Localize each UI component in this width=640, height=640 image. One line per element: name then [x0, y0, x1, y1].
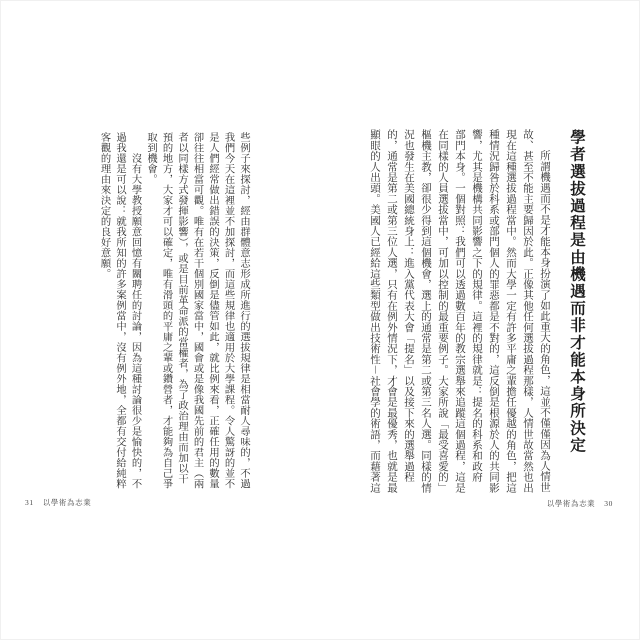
body-column: 是人們經常做出錯誤的決策，反倒是儘管如此，就比例來看，正確任用的數量: [207, 132, 218, 489]
body-column: 取到機會。: [145, 132, 156, 185]
body-column: 的，通常是第二或第三位人選，只有在例外情況下，才會是最優秀，也就是最: [386, 129, 397, 493]
body-column: 況也發生在美國總統身上：進入黨代表大會「提名」以及接下來的選舉過程: [403, 129, 414, 483]
section-heading: 學者選拔過程是由機遇而非才能本身所決定: [568, 129, 585, 454]
body-column: 在同樣的人員選拔當中，可加以控制的最重要例子。大家所說「最受喜愛的」: [437, 129, 448, 493]
body-column: 樞機主教，卻很少得到這個機會，選上的通常是第二或第三名人選。同樣的情: [420, 129, 431, 493]
body-column: 些例子來探討，經由群體意志形成所進行的選拔規律是相當耐人尋味的，不過: [238, 132, 249, 489]
page-number: 30: [604, 499, 613, 508]
body-column: 我們今天在這裡並不加探討，而這些規律也適用於大學課程。令人驚訝的並不: [222, 132, 234, 489]
body-column: 故、甚至不能主要歸因於此。正像其他任何選拔過程那樣，人情世故當然也出: [522, 129, 533, 493]
running-title: 以學術為志業: [42, 498, 92, 507]
running-title: 以學術為志業: [546, 499, 596, 508]
body-column: 種情況歸咎於科系或部門個人的罪惡都是不對的，這反倒是根源於人的共同影: [488, 129, 499, 493]
page-footer-right: [547, 499, 613, 509]
body-column: 部門本身。一個對照：我們可以透過數百年的教宗選舉來追蹤這個過程，這是: [454, 129, 465, 493]
body-column: 過我還是可以說：就我所知的許多案例當中，沒有例外地，全都有交付給純粹: [114, 132, 125, 489]
body-column: 顯眼的人出頭。美國人已經給這些類型做出技術性－社會學的術語，而藉著這: [369, 129, 380, 493]
page-number: 31: [25, 498, 34, 507]
body-column: 客觀的理由來決定的良好意願。: [98, 132, 110, 279]
body-column: 所謂機遇而不是才能本身扮演了如此重大的角色，這並不僅僅因為人情世: [539, 150, 550, 493]
left-page-text-block: [96, 132, 251, 492]
body-column: 者以同樣方式發揮影響），或是目前革命派的當權者，為了政治理由而加以干: [176, 132, 187, 484]
body-column: 卻往往相當可觀。唯有在若干個別國家當中，國會或是像我國先前的君主（兩: [191, 132, 203, 489]
right-page-text-block: [366, 129, 589, 495]
body-column: 響，尤其是機構共同影響之下的規律。這裡的規律就是：提名的科系和政府: [471, 129, 482, 483]
page-footer-left: [25, 498, 91, 508]
body-column: 沒有大學教授願意回憶有關聘任的討論，因為這種討論很少是愉快的，不: [129, 153, 141, 489]
body-column: 現在這種選拔過程當中。然而大學一定有許多平庸之輩擔任優越的角色，把這: [505, 129, 516, 493]
body-column: 預的地方，大家才可以確定，唯有滑頭的平庸之輩或鑽營者，才能夠為自己爭: [160, 132, 172, 489]
